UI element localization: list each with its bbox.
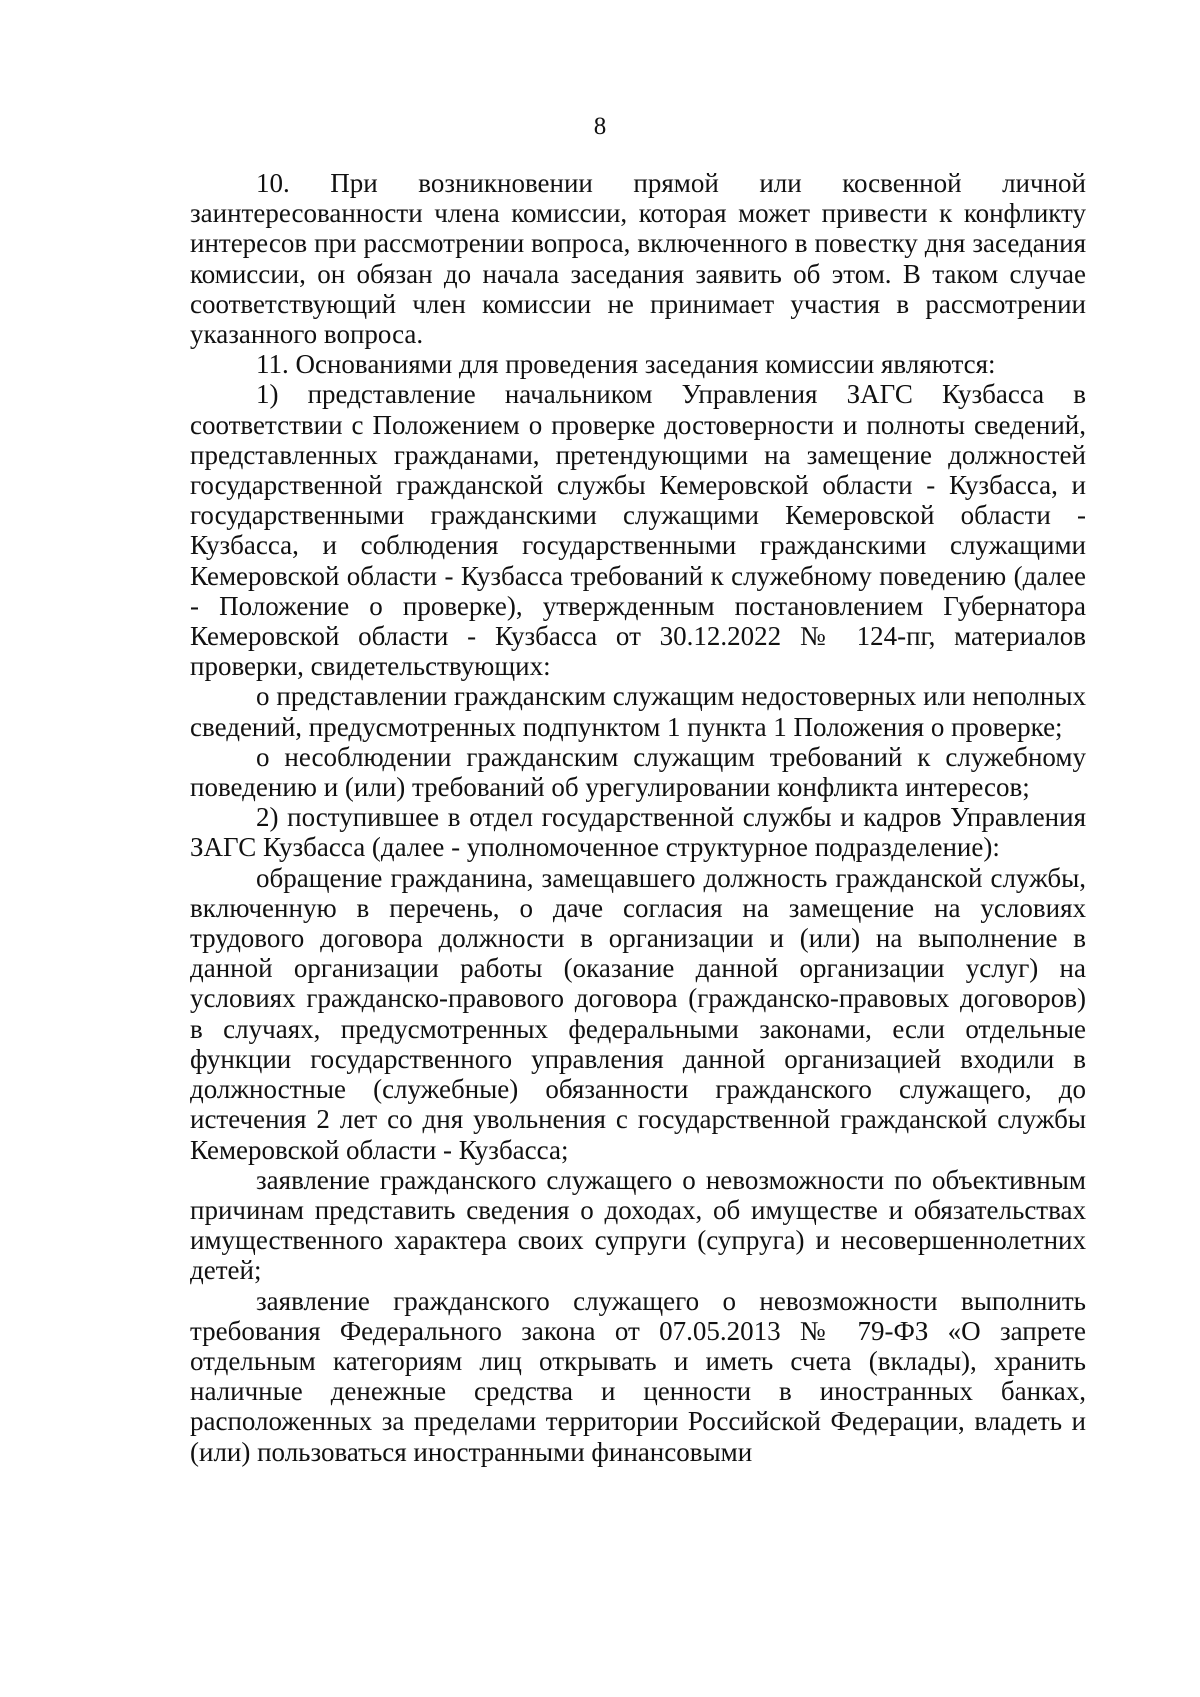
subitem-1: 1) представление начальником Управления ЗАГС Кузбасса в соответствии с Положением о проверке достоверности и полноты сведений, представленных гражданами, претендующими на замещение должностей государственной гражданской службы Кемеровской области - Кузбасса, и государственными гражданскими служащими Кемеровской области - Кузбасса, и соблюдения государственными гражданскими служащими Кемеровской области - Кузбасса требований к служебному поведению (далее - Положение о проверке), утвержденным постановлением Губернатора Кемеровской области - Кузбасса от 30.12.2022 № 124-пг, материалов проверки, свидетельствующих:	[190, 379, 1086, 682]
indent-citizen-appeal: обращение гражданина, замещавшего должность гражданской службы, включенную в перечень, о даче согласия на замещение на условиях трудового договора должности в организации и (или) на выполнение в данной организации работы (оказание данной организации услуг) на условиях гражданско-правового договора (гражданско-правовых договоров) в случаях, предусмотренных федеральными законами, если отдельные функции государственного управления данной организацией входили в должностные (служебные) обязанности гражданского служащего, до истечения 2 лет со дня увольнения с государственной гражданской службы Кемеровской области - Кузбасса;	[190, 862, 1086, 1165]
indent-income-statement: заявление гражданского служащего о невозможности по объективным причинам представить сведения о доходах, об имуществе и обязательствах имущественного характера своих супруги (супруга) и несовершеннолетних детей;	[190, 1164, 1086, 1286]
indent-noncompliance: о несоблюдении гражданским служащим требований к служебному поведению и (или) требований об урегулировании конфликта интересов;	[190, 741, 1086, 803]
subitem-2: 2) поступившее в отдел государственной службы и кадров Управления ЗАГС Кузбасса (далее - уполномоченное структурное подразделение):	[190, 802, 1086, 863]
indent-unreliable-info: о представлении гражданским служащим недостоверных или неполных сведений, предусмотренных подпунктом 1 пункта 1 Положения о проверке;	[190, 681, 1086, 742]
document-body	[190, 168, 1086, 1467]
paragraph-11: 11. Основаниями для проведения заседания комиссии являются:	[256, 349, 996, 380]
paragraph-10: 10. При возникновении прямой или косвенной личной заинтересованности члена комиссии, которая может привести к конфликту интересов при рассмотрении вопроса, включенного в повестку дня заседания комиссии, он обязан до начала заседания заявить об этом. В таком случае соответствующий член комиссии не принимает участия в рассмотрении указанного вопроса.	[190, 168, 1086, 350]
page-number: 8	[593, 113, 607, 140]
indent-foreign-accounts: заявление гражданского служащего о невозможности выполнить требования Федерального закона от 07.05.2013 № 79-ФЗ «О запрете отдельным категориям лиц открывать и иметь счета (вклады), хранить наличные денежные средства и ценности в иностранных банках, расположенных за пределами территории Российской Федерации, владеть и (или) пользоваться иностранными финансовыми	[190, 1285, 1086, 1467]
